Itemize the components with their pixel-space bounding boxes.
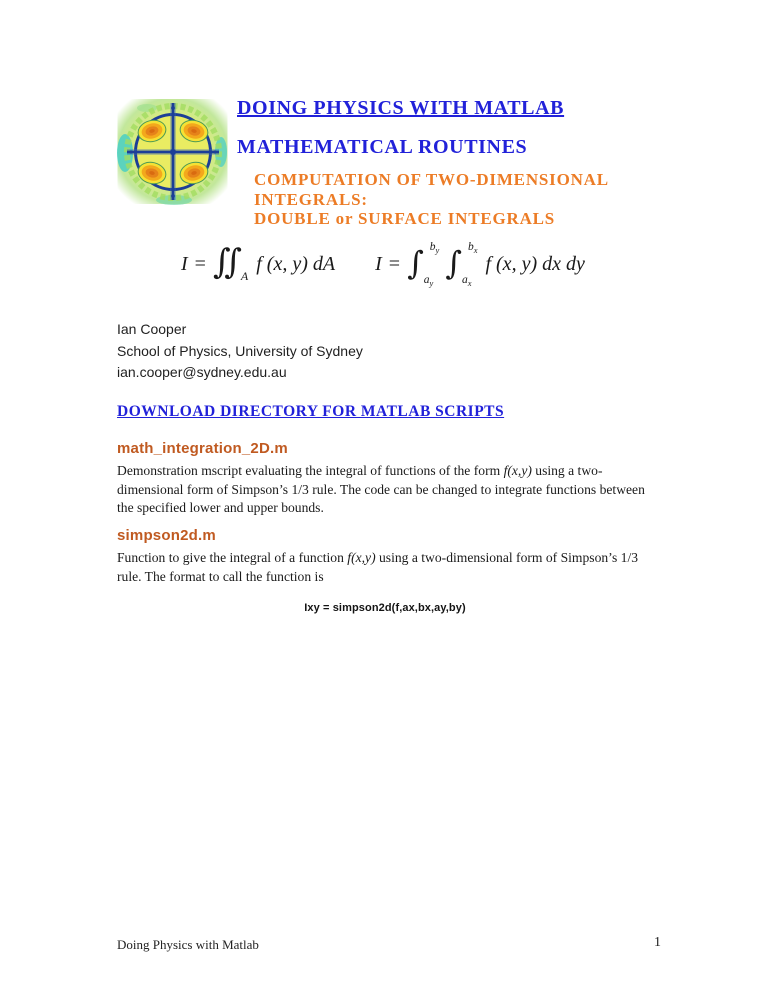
eq1-equals: = bbox=[194, 252, 206, 275]
eq2-integrand: f (x, y) bbox=[485, 252, 538, 275]
equation-iterated-integral bbox=[375, 242, 585, 286]
script-heading-simpson2d: simpson2d.m bbox=[117, 527, 216, 544]
upper-limit-letter: b bbox=[429, 241, 436, 253]
lower-limit-y bbox=[424, 275, 440, 287]
upper-limit-subscript: y bbox=[435, 245, 440, 255]
integral-x-with-limits bbox=[445, 242, 477, 286]
integral-y-limits bbox=[425, 242, 440, 286]
eq2-lhs: I bbox=[375, 252, 382, 275]
lower-limit-letter: a bbox=[423, 273, 430, 286]
integral-icon: ∫ bbox=[445, 244, 462, 282]
author-email: ian.cooper@sydney.edu.au bbox=[117, 364, 287, 380]
body-text-post: using a two-dimensional form of Simpson’s 1/3 rule. The format to call the function is bbox=[117, 550, 639, 584]
double-integral-icon: ∬ bbox=[212, 242, 242, 282]
upper-limit-subscript: x bbox=[473, 245, 478, 255]
body-text-pre: Demonstration mscript evaluating the integral of functions of the form bbox=[117, 463, 504, 478]
body-text-post: using a two-dimensional form of Simpson’s 1/3 rule. The code can be changed to integrate functions between the specified lower and upper bounds. bbox=[117, 463, 645, 515]
upper-limit-y bbox=[430, 242, 440, 254]
eq2-differential: dx dy bbox=[542, 252, 585, 275]
author-block bbox=[117, 319, 363, 384]
topic-line-1: COMPUTATION OF TWO-DIMENSIONAL bbox=[254, 170, 609, 189]
page-subtitle: MATHEMATICAL ROUTINES bbox=[237, 136, 528, 158]
section-math-integration-2d bbox=[117, 440, 653, 518]
topic-heading bbox=[254, 170, 609, 229]
section-body bbox=[117, 462, 653, 518]
eq1-integrand: f (x, y) bbox=[256, 252, 308, 275]
section-simpson2d bbox=[117, 527, 653, 614]
download-directory-link[interactable]: DOWNLOAD DIRECTORY FOR MATLAB SCRIPTS bbox=[117, 403, 505, 420]
function-call-syntax: Ixy = simpson2d(f,ax,bx,ay,by) bbox=[304, 602, 466, 614]
integral-icon: ∫ bbox=[407, 244, 424, 282]
eq1-lhs: I bbox=[181, 252, 188, 275]
script-heading-math-integration-2d: math_integration_2D.m bbox=[117, 440, 288, 457]
lower-limit-subscript: x bbox=[467, 277, 472, 288]
eq1-differential: dA bbox=[312, 252, 336, 275]
equation-area-integral bbox=[181, 242, 336, 283]
author-affiliation: School of Physics, University of Sydney bbox=[117, 342, 363, 359]
body-text-pre: Function to give the integral of a function bbox=[117, 550, 348, 565]
integral-x-limits bbox=[463, 242, 478, 286]
inline-math-fxy: f(x,y) bbox=[347, 550, 376, 565]
footer-title: Doing Physics with Matlab bbox=[117, 937, 259, 952]
lower-limit-letter: a bbox=[461, 273, 468, 286]
topic-line-3: DOUBLE or SURFACE INTEGRALS bbox=[254, 209, 556, 228]
mode-pattern-image bbox=[117, 96, 228, 208]
topic-line-2: INTEGRALS: bbox=[254, 189, 368, 209]
heatmap-figure bbox=[117, 96, 228, 208]
upper-limit-letter: b bbox=[467, 241, 474, 253]
lower-limit-x bbox=[462, 275, 478, 287]
eq1-domain: A bbox=[240, 268, 249, 283]
title-block bbox=[237, 96, 609, 229]
masthead bbox=[117, 96, 609, 229]
author-name: Ian Cooper bbox=[117, 321, 187, 337]
lower-limit-subscript: y bbox=[429, 277, 434, 288]
inline-math-fxy: f(x,y) bbox=[503, 463, 532, 478]
upper-limit-x bbox=[468, 242, 478, 254]
eq2-equals: = bbox=[388, 252, 401, 275]
page-title[interactable]: DOING PHYSICS WITH MATLAB bbox=[237, 97, 565, 119]
integral-equations bbox=[117, 242, 721, 286]
section-body bbox=[117, 549, 653, 586]
integral-y-with-limits bbox=[407, 242, 439, 286]
page-number: 1 bbox=[654, 935, 661, 950]
